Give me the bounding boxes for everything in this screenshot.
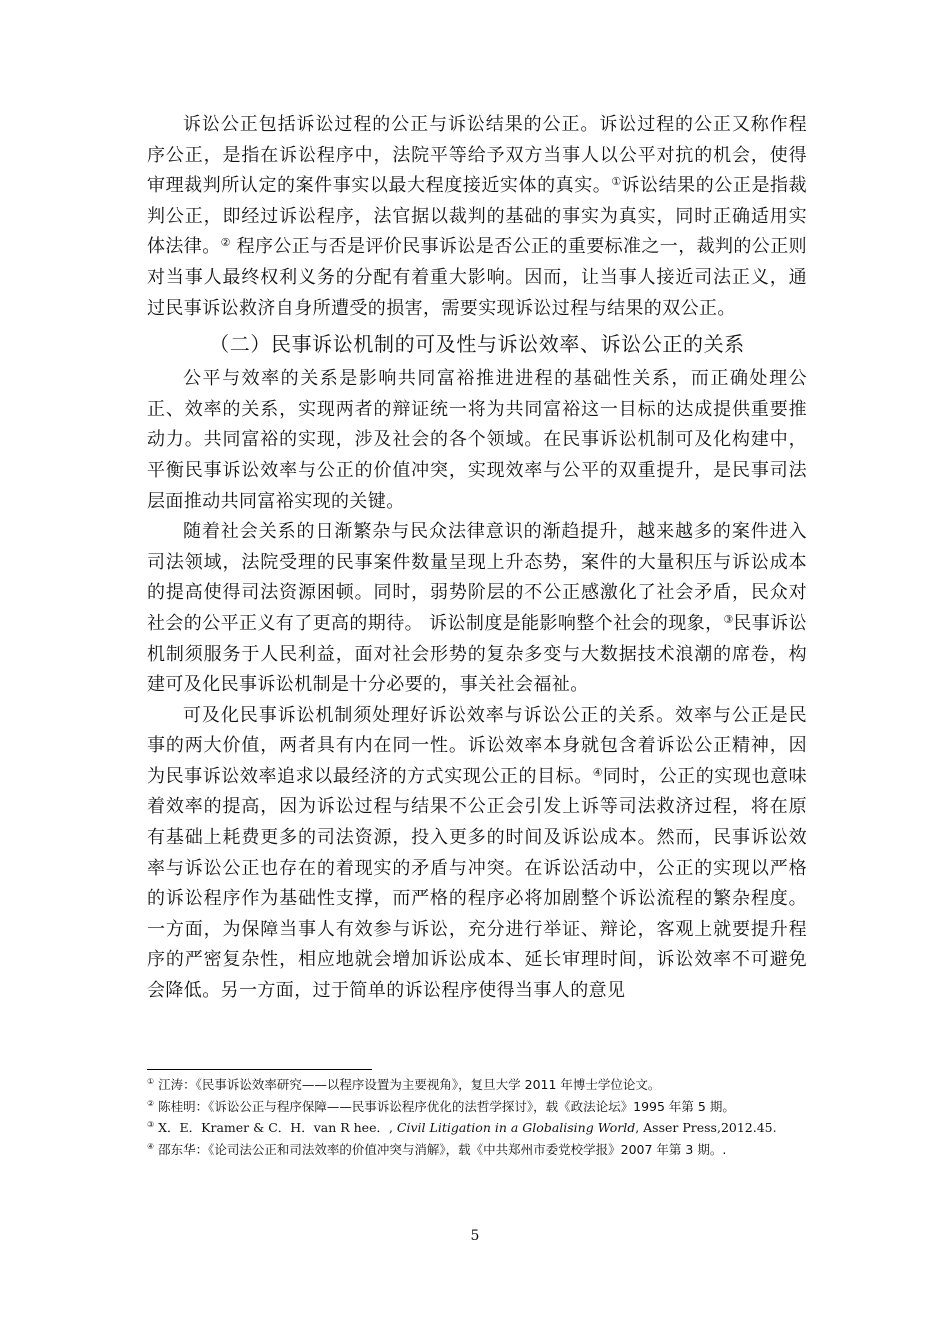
section-heading: （二）民事诉讼机制的可及性与诉讼效率、诉讼公正的关系 — [209, 332, 745, 357]
footnotes — [147, 1076, 807, 1162]
paragraph-social-relations: 随着社会关系的日渐繁杂与民众法律意识的渐趋提升，越来越多的案件进入司法领域，法院受理的民事案件数量呈现上升态势，案件的大量积压与诉讼成本的提高使得司法资源困顿。同时，弱势阶层的不公正感激化了社会矛盾，民众对社会的公平正义有了更高的期待。 诉讼制度是能影响整个社会的现象，③民事诉讼机制须服务于人民利益，面对社会形势的复杂多变与大数据技术浪潮的席卷，构建可及化民事诉讼机制是十分必要的，事关社会福祉。 — [147, 521, 808, 696]
paragraph-fairness-efficiency: 公平与效率的关系是影响共同富裕推进进程的基础性关系，而正确处理公正、效率的关系，实现两者的辩证统一将为共同富裕这一目标的达成提供重要推动力。共同富裕的实现，涉及社会的各个领域。在民事诉讼机制可及化构建中，平衡民事诉讼效率与公正的价值冲突，实现效率与公平的双重提升，是民事司法层面推动共同富裕实现的关键。 — [147, 368, 807, 512]
paragraph-procedural-justice: 诉讼公正包括诉讼过程的公正与诉讼结果的公正。诉讼过程的公正又称作程序公正，是指在诉讼程序中，法院平等给予双方当事人以公平对抗的机会，使得审理裁判所认定的案件事实以最大程度接近实体的真实。①诉讼结果的公正是指裁判公正，即经过诉讼程序，法官据以裁判的基础的事实为真实，同时正确适用实体法律。② 程序公正与否是评价民事诉讼是否公正的重要标准之一，裁判的公正则对当事人最终权利义务的分配有着重大影响。因而，让当事人接近司法正义，通过民事诉讼救济自身所遭受的损害，需要实现诉讼过程与结果的双公正。 — [147, 114, 808, 319]
footnote-ref-4[interactable]: ④ — [592, 765, 603, 779]
paragraph-accessible-mechanism: 可及化民事诉讼机制须处理好诉讼效率与诉讼公正的关系。效率与公正是民事的两大价值，两者具有内在同一性。诉讼效率本身就包含着诉讼公正精神，因为民事诉讼效率追求以最经济的方式实现公正的目标。④同时，公正的实现也意味着效率的提高，因为诉讼过程与结果不公正会引发上诉等司法救济过程，将在原有基础上耗费更多的司法资源，投入更多的时间及诉讼成本。然而，民事诉讼效率与诉讼公正也存在的着现实的矛盾与冲突。在诉讼活动中，公正的实现以严格的诉讼程序作为基础性支撑，而严格的程序必将加剧整个诉讼流程的繁杂程度。一方面，为保障当事人有效参与诉讼，充分进行举证、辩论，客观上就要提升程序的严密复杂性，相应地就会增加诉讼成本、延长审理时间，诉讼效率不可避免会降低。另一方面，过于简单的诉讼程序使得当事人的意见 — [147, 704, 807, 1002]
footnote-separator — [147, 1069, 372, 1070]
page-number: 5 — [470, 1228, 480, 1244]
footnote-2: ② 陈桂明：《诉讼公正与程序保障——民事诉讼程序优化的法哲学探讨》，载《政法论坛》1995 年第 5 期。 — [147, 1098, 735, 1114]
footnote-4: ④ 邵东华：《论司法公正和司法效率的价值冲突与消解》，载《中共郑州市委党校学报》2007 年第 3 期。. — [147, 1141, 727, 1157]
footnote-ref-3[interactable]: ③ — [723, 612, 734, 626]
footnote-1: ① 江涛：《民事诉讼效率研究——以程序设置为主要视角》，复旦大学 2011 年博士学位论文。 — [147, 1077, 661, 1092]
book-title: Civil Litigation in a Globalising World — [396, 1120, 636, 1135]
footnote-ref-2[interactable]: ② — [220, 236, 231, 250]
footnote-3: ③ X．E．Kramer & C．H．van R hee．, Civil Litigation in a Globalising World, Asser Press,2012.45. — [147, 1120, 777, 1135]
main-body-text — [147, 110, 807, 1007]
footnote-ref-1[interactable]: ① — [611, 175, 622, 189]
